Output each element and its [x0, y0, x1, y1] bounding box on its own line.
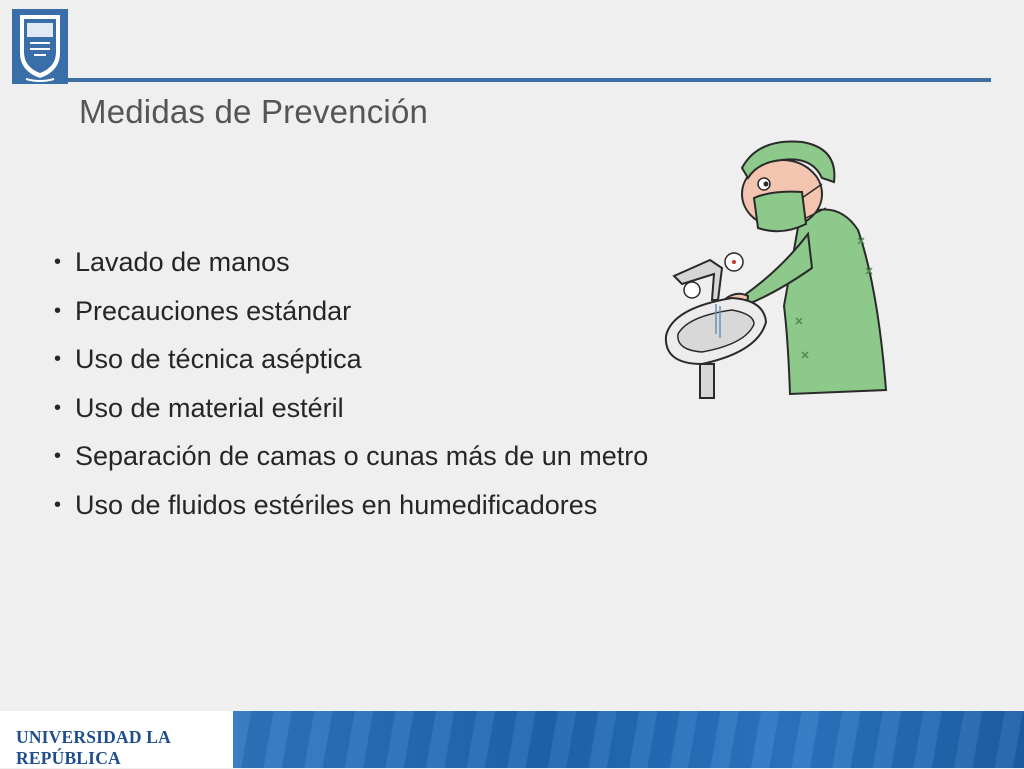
- footer-logo-area: [0, 711, 233, 768]
- bullet-item: [54, 432, 648, 481]
- bullet-text: Uso de fluidos estériles en humedificadores: [75, 489, 598, 520]
- bullet-dot: •: [54, 299, 62, 322]
- bullet-dot: •: [54, 493, 62, 516]
- bullet-item: [54, 238, 648, 287]
- bullet-dot: •: [54, 396, 62, 419]
- bullet-item: [54, 481, 648, 530]
- bullet-dot: •: [54, 251, 62, 274]
- bullet-item: [54, 384, 648, 433]
- footer-institution-name: UNIVERSIDAD LA REPÚBLICA: [16, 727, 171, 768]
- bullet-text: Precauciones estándar: [75, 295, 352, 326]
- bullet-text: Uso de técnica aséptica: [75, 344, 362, 375]
- bullet-text: Uso de material estéril: [75, 392, 344, 423]
- footer-band: [233, 711, 1024, 768]
- bullet-item: [54, 335, 648, 384]
- surgeon-handwashing-illustration: [662, 138, 892, 400]
- bullet-list: [54, 238, 648, 529]
- header-rule: [68, 78, 991, 82]
- bullet-text: Separación de camas o cunas más de un metro: [75, 441, 649, 472]
- bullet-dot: •: [54, 445, 62, 468]
- bullet-dot: •: [54, 348, 62, 371]
- slide-title: Medidas de Prevención: [79, 93, 429, 130]
- bullet-item: [54, 287, 648, 336]
- footer: [0, 711, 1024, 768]
- university-crest-icon: [12, 9, 68, 84]
- bullet-text: Lavado de manos: [75, 247, 290, 278]
